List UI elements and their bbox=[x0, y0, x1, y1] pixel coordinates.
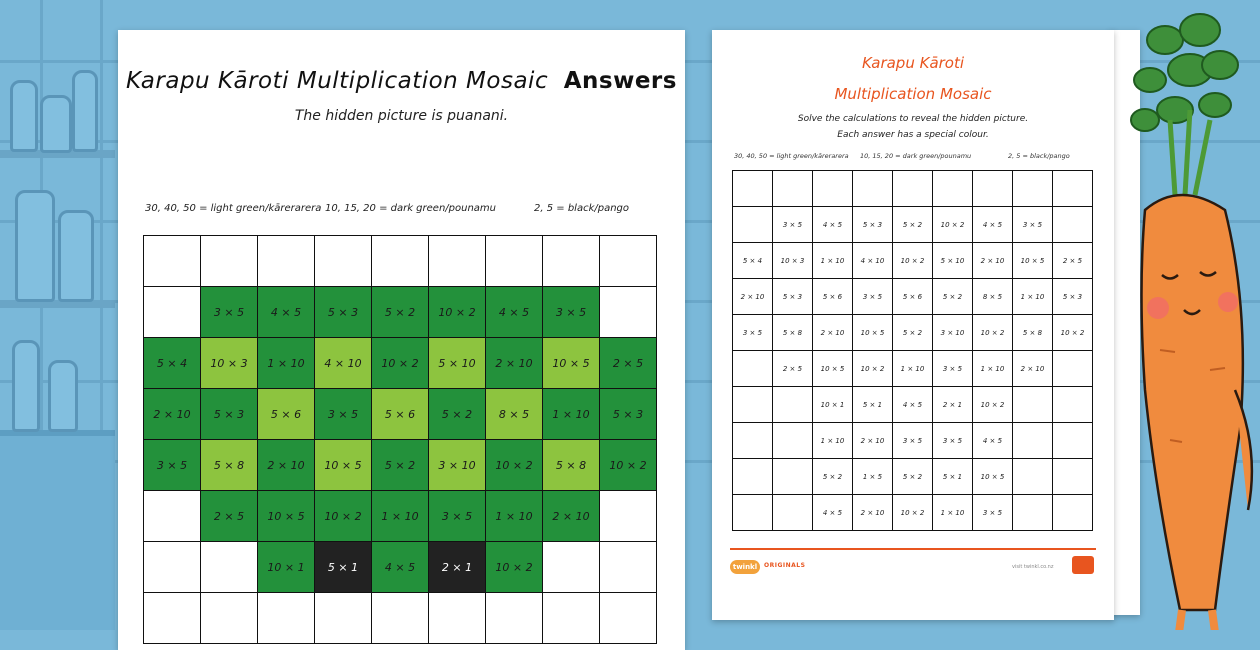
worksheet-cell: 2 × 1 bbox=[933, 387, 973, 423]
worksheet-cell bbox=[1053, 351, 1093, 387]
mosaic-cell: 10 × 2 bbox=[486, 440, 543, 491]
worksheet-cell: 10 × 5 bbox=[973, 459, 1013, 495]
worksheet-cell bbox=[733, 171, 773, 207]
mosaic-cell: 10 × 2 bbox=[315, 491, 372, 542]
colour-key-light: 30, 40, 50 = light green/kārerarera bbox=[734, 152, 849, 160]
worksheet-cell: 5 × 2 bbox=[893, 315, 933, 351]
answers-worksheet-page bbox=[118, 30, 685, 650]
carrot-icon bbox=[1120, 10, 1260, 630]
mosaic-cell: 10 × 2 bbox=[486, 542, 543, 593]
mosaic-cell: 10 × 5 bbox=[258, 491, 315, 542]
mosaic-cell: 5 × 4 bbox=[144, 338, 201, 389]
mosaic-cell: 2 × 10 bbox=[144, 389, 201, 440]
mosaic-cell: 4 × 5 bbox=[372, 542, 429, 593]
mosaic-cell bbox=[600, 593, 657, 644]
worksheet-cell: 5 × 6 bbox=[813, 279, 853, 315]
worksheet-cell: 2 × 10 bbox=[973, 243, 1013, 279]
worksheet-cell: 4 × 5 bbox=[973, 423, 1013, 459]
worksheet-cell bbox=[813, 171, 853, 207]
footer-site: visit twinkl.co.nz bbox=[1012, 564, 1054, 570]
mosaic-cell: 10 × 2 bbox=[372, 338, 429, 389]
mosaic-cell: 1 × 10 bbox=[372, 491, 429, 542]
worksheet-cell: 4 × 5 bbox=[813, 495, 853, 531]
mosaic-cell: 2 × 10 bbox=[543, 491, 600, 542]
worksheet-cell bbox=[933, 171, 973, 207]
worksheet-cell bbox=[773, 459, 813, 495]
worksheet-title-line1: Karapu Kāroti bbox=[861, 54, 965, 72]
worksheet-cell: 5 × 8 bbox=[1013, 315, 1053, 351]
worksheet-cell bbox=[773, 495, 813, 531]
worksheet-cell: 5 × 6 bbox=[893, 279, 933, 315]
worksheet-title-line2: Multiplication Mosaic bbox=[834, 85, 992, 103]
worksheet-cell: 3 × 5 bbox=[973, 495, 1013, 531]
worksheet-cell: 1 × 5 bbox=[853, 459, 893, 495]
worksheet-cell: 5 × 3 bbox=[1053, 279, 1093, 315]
worksheet-cell: 10 × 5 bbox=[853, 315, 893, 351]
mosaic-cell bbox=[429, 236, 486, 287]
worksheet-cell: 4 × 5 bbox=[893, 387, 933, 423]
worksheet-cell: 5 × 3 bbox=[773, 279, 813, 315]
colour-key-black: 2, 5 = black/pango bbox=[534, 203, 630, 214]
worksheet-cell: 3 × 5 bbox=[773, 207, 813, 243]
worksheet-cell: 4 × 5 bbox=[813, 207, 853, 243]
mosaic-cell: 2 × 5 bbox=[201, 491, 258, 542]
blank-worksheet-page bbox=[712, 30, 1114, 620]
worksheet-cell bbox=[1053, 207, 1093, 243]
mosaic-cell bbox=[201, 593, 258, 644]
worksheet-cell bbox=[853, 171, 893, 207]
worksheet-cell: 5 × 3 bbox=[853, 207, 893, 243]
worksheet-cell: 3 × 5 bbox=[933, 423, 973, 459]
title-answers: Answers bbox=[563, 68, 677, 94]
mosaic-cell: 1 × 10 bbox=[258, 338, 315, 389]
worksheet-cell bbox=[1013, 387, 1053, 423]
worksheet-cell bbox=[733, 351, 773, 387]
mosaic-cell bbox=[258, 593, 315, 644]
mosaic-cell: 2 × 5 bbox=[600, 338, 657, 389]
mosaic-cell: 4 × 5 bbox=[258, 287, 315, 338]
worksheet-cell bbox=[733, 459, 773, 495]
mosaic-cell bbox=[144, 542, 201, 593]
mosaic-cell bbox=[429, 593, 486, 644]
worksheet-cell bbox=[773, 171, 813, 207]
worksheet-cell: 10 × 2 bbox=[1053, 315, 1093, 351]
mosaic-cell bbox=[144, 236, 201, 287]
worksheet-cell bbox=[1053, 171, 1093, 207]
worksheet-cell: 10 × 2 bbox=[853, 351, 893, 387]
worksheet-cell: 5 × 4 bbox=[733, 243, 773, 279]
mosaic-cell bbox=[144, 287, 201, 338]
mosaic-cell: 3 × 5 bbox=[201, 287, 258, 338]
mosaic-cell bbox=[486, 236, 543, 287]
mosaic-cell: 8 × 5 bbox=[486, 389, 543, 440]
worksheet-cell bbox=[1013, 423, 1053, 459]
twinkl-logo: twinkl bbox=[730, 560, 760, 574]
worksheet-cell: 3 × 5 bbox=[893, 423, 933, 459]
worksheet-cell: 2 × 10 bbox=[853, 495, 893, 531]
worksheet-cell: 3 × 5 bbox=[733, 315, 773, 351]
worksheet-cell: 3 × 5 bbox=[1013, 207, 1053, 243]
mosaic-cell: 2 × 1 bbox=[429, 542, 486, 593]
mosaic-cell: 5 × 6 bbox=[258, 389, 315, 440]
mosaic-cell: 10 × 2 bbox=[600, 440, 657, 491]
mosaic-cell bbox=[600, 542, 657, 593]
worksheet-cell bbox=[733, 423, 773, 459]
worksheet-cell: 2 × 10 bbox=[813, 315, 853, 351]
instructions-line1: Solve the calculations to reveal the hidden picture. bbox=[797, 114, 1029, 124]
worksheet-cell: 10 × 2 bbox=[893, 243, 933, 279]
worksheet-cell: 10 × 1 bbox=[813, 387, 853, 423]
mosaic-cell: 3 × 5 bbox=[543, 287, 600, 338]
worksheet-cell: 5 × 2 bbox=[893, 459, 933, 495]
mosaic-cell bbox=[600, 491, 657, 542]
worksheet-cell: 10 × 5 bbox=[1013, 243, 1053, 279]
title-text: Karapu Kāroti Multiplication Mosaic bbox=[126, 68, 549, 94]
worksheet-cell bbox=[733, 495, 773, 531]
worksheet-cell: 10 × 2 bbox=[973, 315, 1013, 351]
mosaic-cell: 3 × 5 bbox=[315, 389, 372, 440]
worksheet-cell bbox=[1013, 459, 1053, 495]
mosaic-cell bbox=[543, 542, 600, 593]
worksheet-cell bbox=[973, 171, 1013, 207]
worksheet-cell bbox=[1053, 495, 1093, 531]
worksheet-cell: 2 × 5 bbox=[1053, 243, 1093, 279]
worksheet-cell: 5 × 8 bbox=[773, 315, 813, 351]
worksheet-cell: 5 × 2 bbox=[893, 207, 933, 243]
colour-key-dark: 10, 15, 20 = dark green/pounamu bbox=[325, 203, 497, 214]
mosaic-cell: 10 × 5 bbox=[543, 338, 600, 389]
mosaic-cell: 5 × 3 bbox=[201, 389, 258, 440]
worksheet-cell: 1 × 10 bbox=[933, 495, 973, 531]
mosaic-cell: 5 × 2 bbox=[372, 287, 429, 338]
worksheet-cell bbox=[773, 423, 813, 459]
mosaic-cell: 5 × 2 bbox=[372, 440, 429, 491]
colour-key-dark: 10, 15, 20 = dark green/pounamu bbox=[860, 152, 972, 160]
worksheet-cell: 3 × 10 bbox=[933, 315, 973, 351]
worksheet-cell: 2 × 10 bbox=[733, 279, 773, 315]
mosaic-cell: 10 × 1 bbox=[258, 542, 315, 593]
colour-key-light: 30, 40, 50 = light green/kārerarera bbox=[145, 203, 322, 214]
hidden-picture-subtitle: The hidden picture is puanani. bbox=[294, 108, 509, 124]
mosaic-cell bbox=[486, 593, 543, 644]
mosaic-cell bbox=[372, 593, 429, 644]
mosaic-cell bbox=[258, 236, 315, 287]
worksheet-cell bbox=[733, 387, 773, 423]
mosaic-cell: 10 × 5 bbox=[315, 440, 372, 491]
worksheet-cell: 10 × 3 bbox=[773, 243, 813, 279]
mosaic-cell: 3 × 10 bbox=[429, 440, 486, 491]
worksheet-cell: 2 × 5 bbox=[773, 351, 813, 387]
mosaic-cell bbox=[201, 236, 258, 287]
mosaic-cell: 5 × 8 bbox=[543, 440, 600, 491]
mosaic-cell bbox=[372, 236, 429, 287]
worksheet-cell: 10 × 2 bbox=[933, 207, 973, 243]
worksheet-cell bbox=[1053, 423, 1093, 459]
mosaic-cell: 10 × 2 bbox=[429, 287, 486, 338]
worksheet-cell bbox=[1053, 387, 1093, 423]
worksheet-cell: 1 × 10 bbox=[893, 351, 933, 387]
mosaic-cell bbox=[600, 236, 657, 287]
worksheet-cell: 10 × 2 bbox=[973, 387, 1013, 423]
worksheet-cell: 1 × 10 bbox=[973, 351, 1013, 387]
worksheet-cell: 5 × 10 bbox=[933, 243, 973, 279]
mosaic-cell bbox=[543, 593, 600, 644]
worksheet-cell: 1 × 10 bbox=[813, 423, 853, 459]
page-title bbox=[118, 68, 685, 94]
worksheet-cell bbox=[1013, 495, 1053, 531]
carrot-character-illustration bbox=[1120, 10, 1260, 630]
originals-label: ORIGINALS bbox=[764, 562, 806, 569]
worksheet-cell: 10 × 2 bbox=[893, 495, 933, 531]
worksheet-cell: 1 × 10 bbox=[1013, 279, 1053, 315]
colour-key-black: 2, 5 = black/pango bbox=[1008, 152, 1070, 160]
answers-mosaic-grid bbox=[143, 235, 657, 644]
mosaic-cell: 4 × 5 bbox=[486, 287, 543, 338]
worksheet-cell: 3 × 5 bbox=[853, 279, 893, 315]
worksheet-cell bbox=[773, 387, 813, 423]
mosaic-cell bbox=[144, 491, 201, 542]
mosaic-cell: 1 × 10 bbox=[543, 389, 600, 440]
worksheet-cell: 8 × 5 bbox=[973, 279, 1013, 315]
mosaic-cell bbox=[201, 542, 258, 593]
worksheet-cell: 5 × 2 bbox=[933, 279, 973, 315]
worksheet-cell: 1 × 10 bbox=[813, 243, 853, 279]
mosaic-cell: 4 × 10 bbox=[315, 338, 372, 389]
worksheet-mosaic-grid bbox=[732, 170, 1093, 531]
worksheet-cell: 4 × 5 bbox=[973, 207, 1013, 243]
mosaic-cell: 5 × 1 bbox=[315, 542, 372, 593]
worksheet-cell bbox=[893, 171, 933, 207]
mosaic-cell bbox=[144, 593, 201, 644]
worksheet-cell bbox=[1053, 459, 1093, 495]
mosaic-cell: 5 × 3 bbox=[600, 389, 657, 440]
mosaic-cell: 1 × 10 bbox=[486, 491, 543, 542]
mosaic-cell bbox=[315, 593, 372, 644]
mosaic-cell bbox=[543, 236, 600, 287]
mosaic-cell: 5 × 3 bbox=[315, 287, 372, 338]
mosaic-cell: 5 × 8 bbox=[201, 440, 258, 491]
footer-divider bbox=[730, 548, 1096, 550]
worksheet-cell: 10 × 5 bbox=[813, 351, 853, 387]
mosaic-cell: 10 × 3 bbox=[201, 338, 258, 389]
worksheet-cell: 5 × 1 bbox=[933, 459, 973, 495]
instructions-line2: Each answer has a special colour. bbox=[837, 130, 989, 140]
badge-icon bbox=[1072, 556, 1094, 574]
worksheet-cell: 5 × 2 bbox=[813, 459, 853, 495]
mosaic-cell: 5 × 2 bbox=[429, 389, 486, 440]
mosaic-cell bbox=[600, 287, 657, 338]
worksheet-cell bbox=[733, 207, 773, 243]
mosaic-cell: 3 × 5 bbox=[144, 440, 201, 491]
mosaic-cell: 3 × 5 bbox=[429, 491, 486, 542]
mosaic-cell: 5 × 10 bbox=[429, 338, 486, 389]
mosaic-cell: 2 × 10 bbox=[486, 338, 543, 389]
worksheet-cell: 4 × 10 bbox=[853, 243, 893, 279]
worksheet-cell: 5 × 1 bbox=[853, 387, 893, 423]
mosaic-cell bbox=[315, 236, 372, 287]
worksheet-cell: 3 × 5 bbox=[933, 351, 973, 387]
mosaic-cell: 2 × 10 bbox=[258, 440, 315, 491]
worksheet-cell: 2 × 10 bbox=[1013, 351, 1053, 387]
worksheet-cell bbox=[1013, 171, 1053, 207]
mosaic-cell: 5 × 6 bbox=[372, 389, 429, 440]
worksheet-cell: 2 × 10 bbox=[853, 423, 893, 459]
